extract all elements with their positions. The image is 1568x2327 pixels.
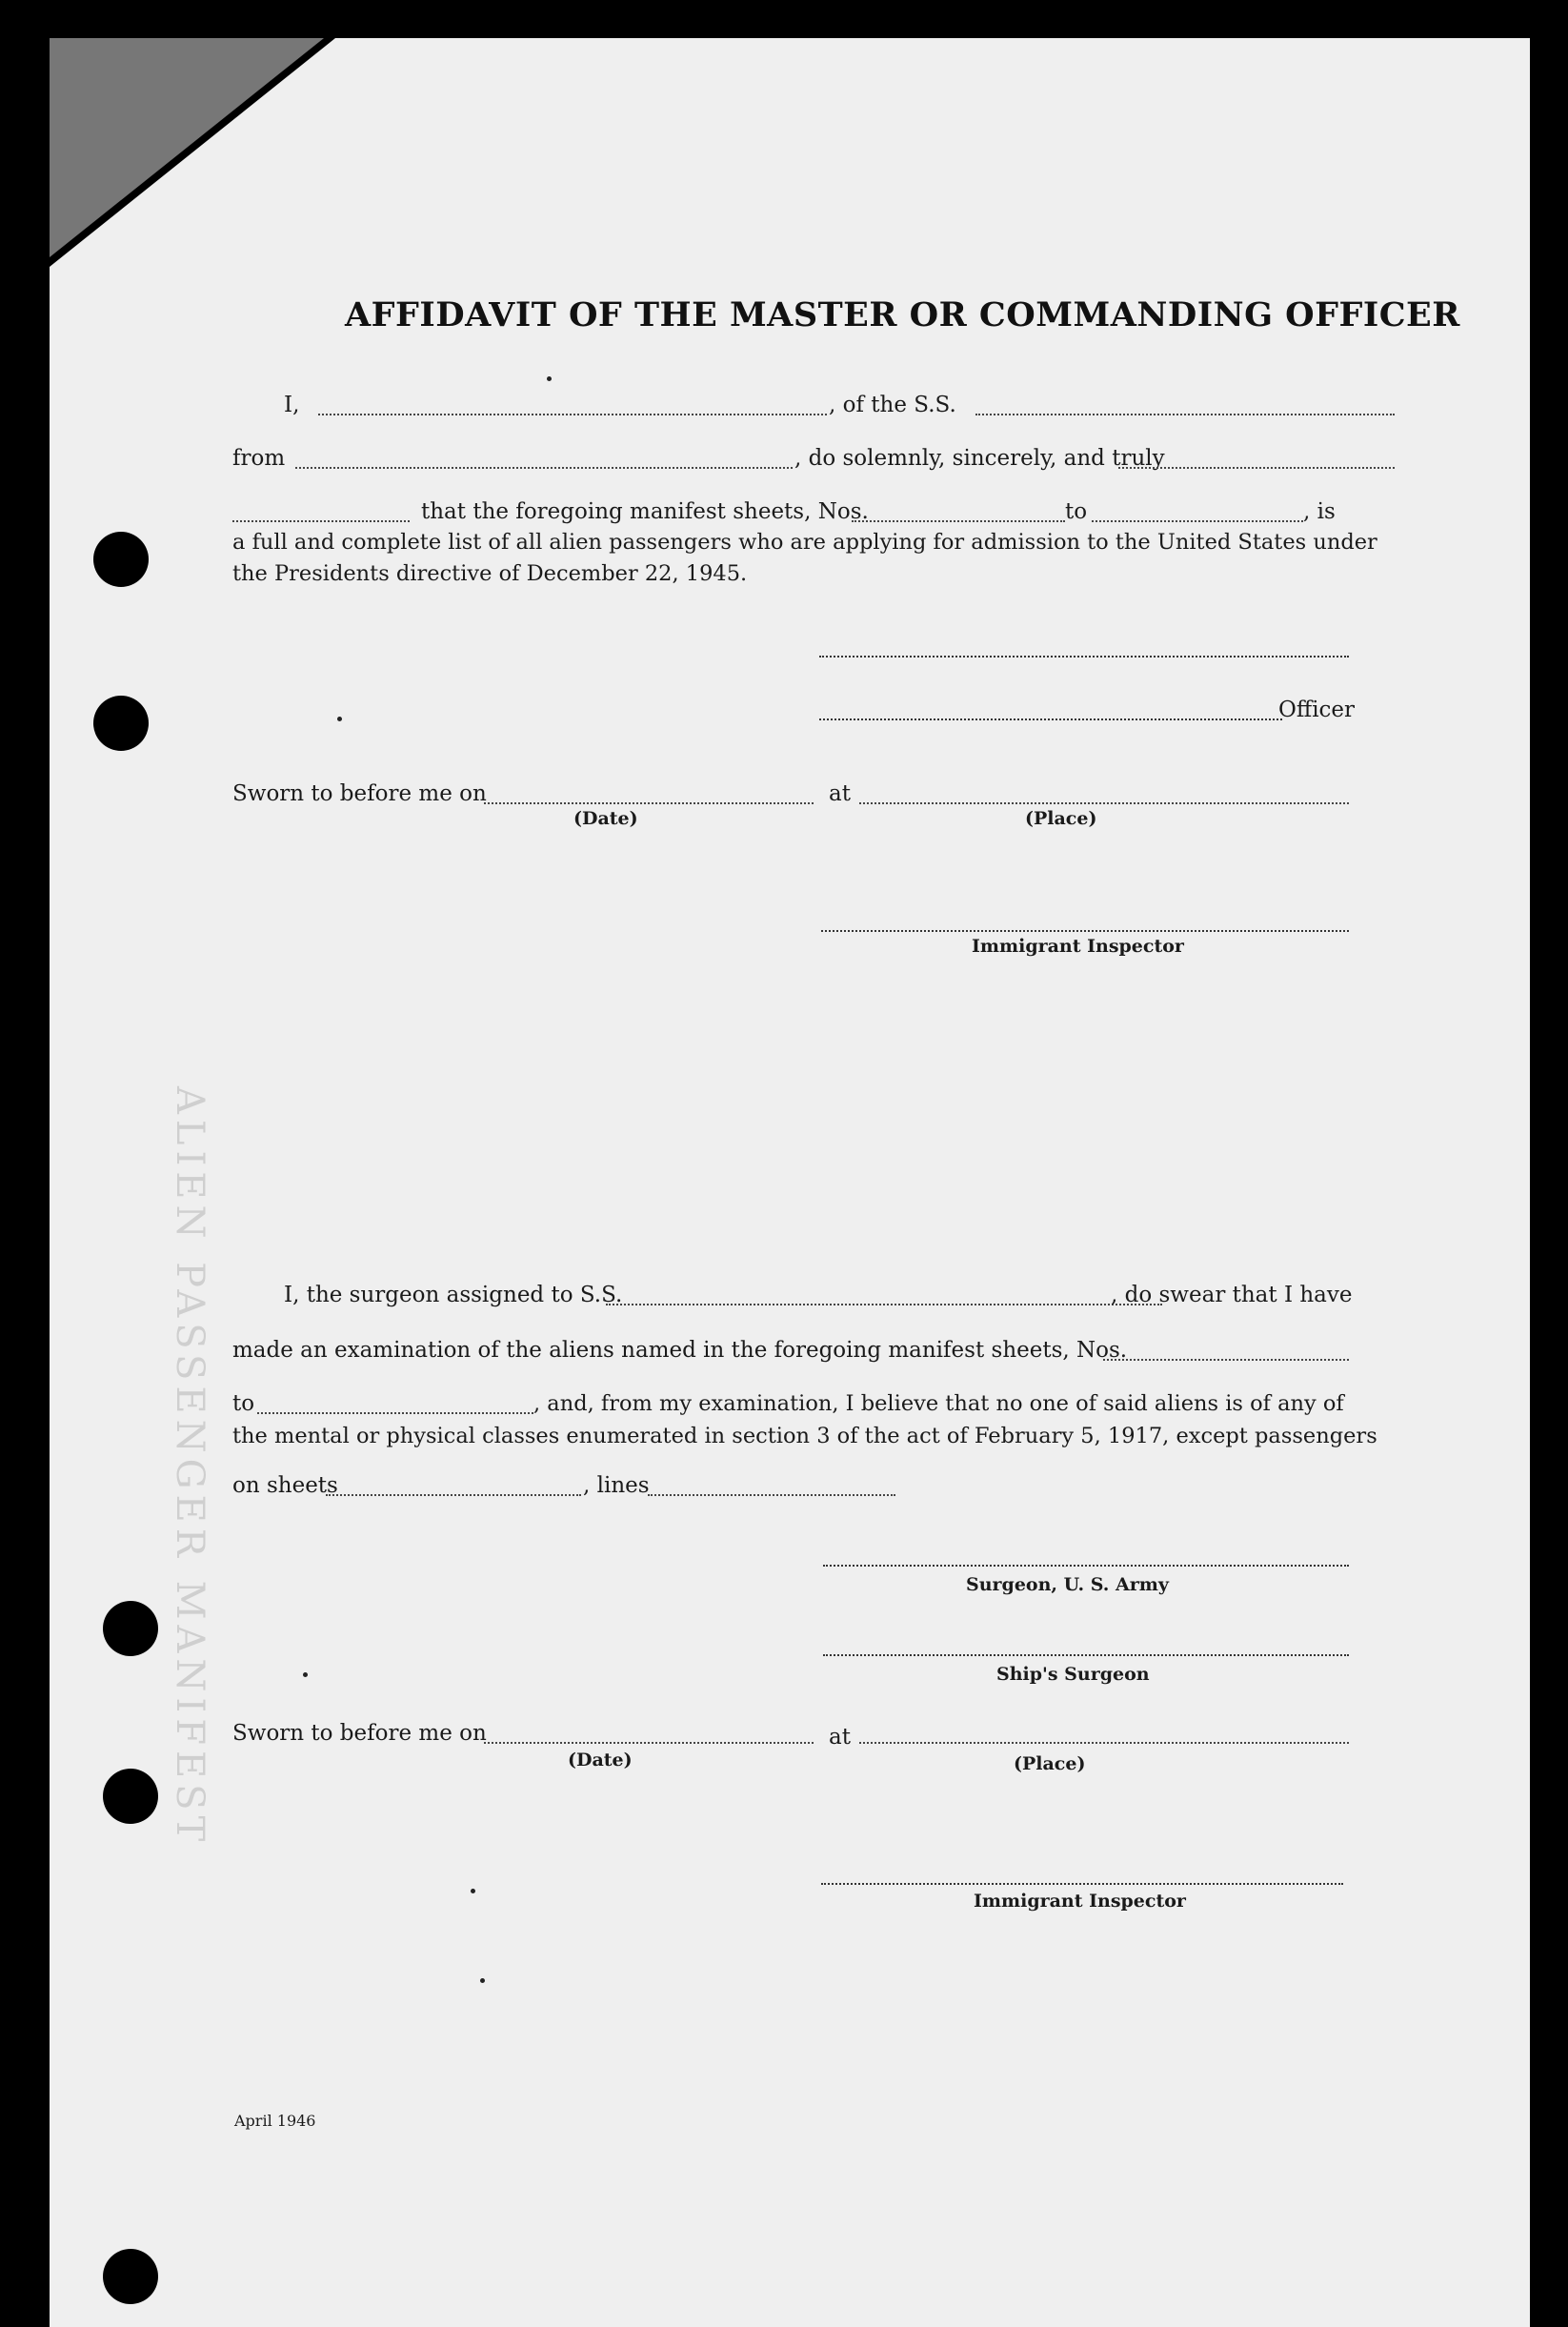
document-page [50, 38, 1530, 2327]
surgeon-belief-label: , and, from my examination, I believe that no one of said aliens is of any of [533, 1391, 1344, 1416]
surgeon-examination-label: made an examination of the aliens named in the foregoing manifest sheets, Nos. [232, 1338, 1128, 1363]
affidavit-title: AFFIDAVIT OF THE MASTER OR COMMANDING OFFICER [345, 295, 1460, 334]
master-statement-line: a full and complete list of all alien passengers who are applying for admission to the United States under [232, 530, 1377, 555]
surgeon-sworn-place-field[interactable] [859, 1742, 1349, 1744]
surgeon-inspector-signature-line[interactable] [821, 1883, 1343, 1885]
bleed-through-text: ALIEN PASSENGER MANIFEST [168, 1086, 211, 1848]
master-oath-field[interactable] [1118, 467, 1395, 469]
master-place-caption: (Place) [1025, 808, 1097, 829]
folded-corner-face [50, 38, 324, 257]
master-inspector-caption: Immigrant Inspector [972, 936, 1184, 957]
surgeon-lines-label: , lines [583, 1473, 650, 1498]
surgeon-to-label: to [232, 1391, 255, 1416]
master-of-ss-label: , of the S.S. [829, 393, 956, 417]
army-surgeon-caption: Surgeon, U. S. Army [966, 1574, 1169, 1595]
ink-speck [303, 1672, 308, 1677]
ink-speck [547, 376, 552, 381]
master-date-caption: (Date) [573, 808, 638, 829]
surgeon-inspector-caption: Immigrant Inspector [974, 1891, 1186, 1912]
master-solemnly-label: , do solemnly, sincerely, and truly [794, 446, 1165, 471]
master-at-label: at [829, 781, 851, 806]
punch-hole [103, 1601, 158, 1656]
surgeon-sheets-field[interactable] [326, 1494, 581, 1496]
master-sheet-to-field[interactable] [1092, 520, 1303, 522]
master-to-label: to [1065, 499, 1088, 524]
master-oath-continued-field[interactable] [232, 520, 410, 522]
master-statement-line: the Presidents directive of December 22, 1945. [232, 561, 748, 586]
master-name-field[interactable] [318, 414, 827, 415]
officer-label: Officer [1278, 698, 1356, 722]
master-manifest-label: that the foregoing manifest sheets, Nos. [421, 499, 869, 524]
ship-surgeon-caption: Ship's Surgeon [996, 1664, 1150, 1685]
surgeon-sworn-date-field[interactable] [484, 1742, 814, 1744]
surgeon-sheets-label: on sheets [232, 1473, 338, 1498]
master-inspector-signature-line[interactable] [821, 930, 1349, 932]
form-edition-date: April 1946 [234, 2112, 316, 2130]
punch-hole [93, 532, 149, 587]
punch-hole [103, 1769, 158, 1824]
ship-surgeon-signature-line[interactable] [823, 1654, 1349, 1656]
master-sworn-label: Sworn to before me on [232, 781, 487, 806]
punch-hole [93, 696, 149, 751]
master-from-field[interactable] [295, 467, 793, 469]
master-i-label: I, [284, 393, 300, 417]
officer-signature-line-1[interactable] [819, 656, 1349, 658]
surgeon-ship-field[interactable] [606, 1304, 1162, 1305]
surgeon-classes-label: the mental or physical classes enumerated in section 3 of the act of February 5, 1917, except passengers [232, 1424, 1377, 1448]
surgeon-place-caption: (Place) [1014, 1753, 1086, 1774]
master-is-label: , is [1303, 499, 1336, 524]
surgeon-swear-label: , do swear that I have [1111, 1283, 1353, 1307]
surgeon-sheet-to-field[interactable] [257, 1412, 533, 1414]
surgeon-lines-field[interactable] [648, 1494, 895, 1496]
officer-signature-line-2[interactable] [819, 718, 1282, 720]
master-ship-field[interactable] [975, 414, 1395, 415]
surgeon-assigned-label: I, the surgeon assigned to S.S. [284, 1283, 623, 1307]
surgeon-sworn-label: Sworn to before me on [232, 1721, 487, 1746]
ink-speck [480, 1978, 485, 1983]
ink-speck [471, 1889, 475, 1893]
punch-hole [103, 2249, 158, 2304]
master-sworn-place-field[interactable] [859, 802, 1349, 804]
surgeon-sheet-from-field[interactable] [1103, 1359, 1349, 1361]
master-sheet-from-field[interactable] [852, 520, 1065, 522]
surgeon-date-caption: (Date) [568, 1750, 633, 1771]
ink-speck [337, 717, 342, 721]
surgeon-at-label: at [829, 1725, 851, 1750]
master-sworn-date-field[interactable] [484, 802, 814, 804]
army-surgeon-signature-line[interactable] [823, 1565, 1349, 1567]
master-from-label: from [232, 446, 286, 471]
